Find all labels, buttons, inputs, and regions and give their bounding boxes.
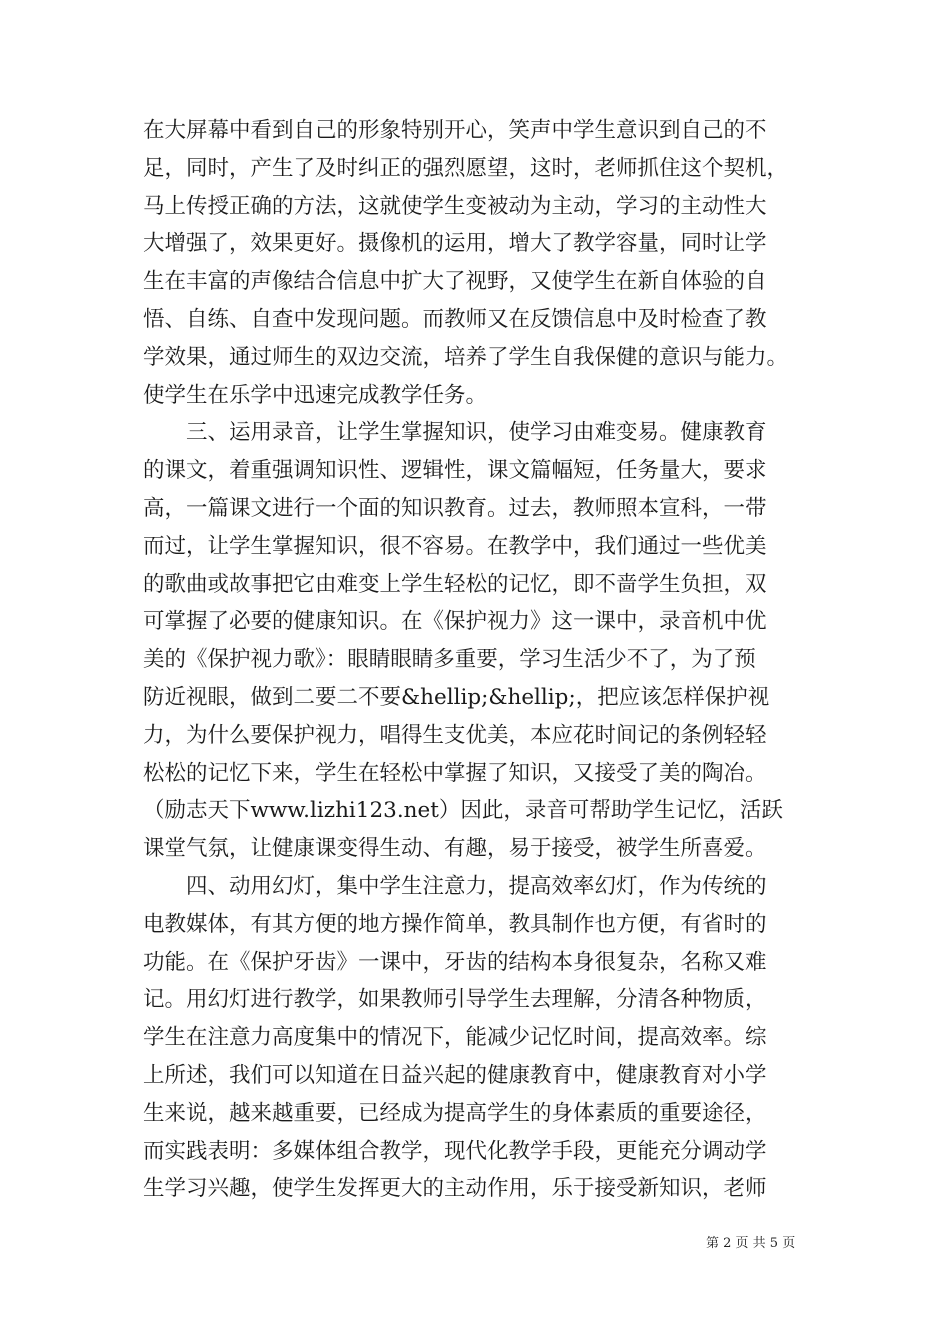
text-line: 力，为什么要保护视力，唱得生支优美，本应花时间记的条例轻轻 <box>143 722 767 748</box>
text-line: 的歌曲或故事把它由难变上学生轻松的记忆，即不啬学生负担，双 <box>143 571 767 597</box>
text-line: 电教媒体，有其方便的地方操作简单，教具制作也方便，有省时的 <box>143 911 767 937</box>
text-line: 课堂气氛，让健康课变得生动、有趣，易于接受，被学生所喜爱。 <box>143 836 767 862</box>
text-line: 三、运用录音，让学生掌握知识，使学习由难变易。健康教育 <box>143 420 767 446</box>
page-number: 第 2 页 共 5 页 <box>706 1236 796 1251</box>
text-line: 四、动用幻灯，集中学生注意力，提高效率幻灯，作为传统的 <box>143 873 767 899</box>
text-line: 功能。在《保护牙齿》一课中，牙齿的结构本身很复杂，名称又难 <box>143 949 767 975</box>
text-line: 高，一篇课文进行一个面的知识教育。过去，教师照本宣科，一带 <box>143 495 767 521</box>
text-line: 生学习兴趣，使学生发挥更大的主动作用，乐于接受新知识，老师 <box>143 1176 767 1202</box>
text-line: 生来说，越来越重要，已经成为提高学生的身体素质的重要途径， <box>143 1100 767 1126</box>
text-line: 而实践表明：多媒体组合教学，现代化教学手段，更能充分调动学 <box>143 1138 767 1164</box>
text-line: 足，同时，产生了及时纠正的强烈愿望，这时，老师抓住这个契机， <box>143 155 789 181</box>
text-line: 生在丰富的声像结合信息中扩大了视野，又使学生在新自体验的自 <box>143 269 767 295</box>
text-line: 大增强了，效果更好。摄像机的运用，增大了教学容量，同时让学 <box>143 231 767 257</box>
text-line: 上所述，我们可以知道在日益兴起的健康教育中，健康教育对小学 <box>143 1062 767 1088</box>
text-line: 在大屏幕中看到自己的形象特别开心，笑声中学生意识到自己的不 <box>143 118 767 143</box>
text-line: 悟、自练、自查中发现问题。而教师又在反馈信息中及时检查了教 <box>143 306 767 332</box>
text-line: 使学生在乐学中迅速完成教学任务。 <box>143 382 488 408</box>
text-line: 记。用幻灯进行教学，如果教师引导学生去理解，分清各种物质， <box>143 987 767 1013</box>
document-body <box>143 112 823 1208</box>
text-line: 美的《保护视力歌》：眼睛眼睛多重要，学习生活少不了，为了预 <box>143 647 756 673</box>
text-line: 防近视眼，做到二要二不要&hellip;&hellip;，把应该怎样保护视 <box>143 684 770 710</box>
text-line: 学效果，通过师生的双边交流，培养了学生自我保健的意识与能力。 <box>143 344 789 370</box>
text-line: 的课文，着重强调知识性、逻辑性，课文篇幅短，任务量大，要求 <box>143 458 767 484</box>
text-line: 松松的记忆下来，学生在轻松中掌握了知识，又接受了美的陶冶。 <box>143 760 767 786</box>
text-line: （励志天下www.lizhi123.net）因此，录音可帮助学生记忆，活跃 <box>143 798 783 824</box>
text-line: 可掌握了必要的健康知识。在《保护视力》这一课中，录音机中优 <box>143 609 767 635</box>
text-line: 马上传授正确的方法，这就使学生变被动为主动，学习的主动性大 <box>143 193 767 219</box>
text-line: 而过，让学生掌握知识，很不容易。在教学中，我们通过一些优美 <box>143 533 767 559</box>
text-line: 学生在注意力高度集中的情况下，能减少记忆时间，提高效率。综 <box>143 1025 767 1051</box>
